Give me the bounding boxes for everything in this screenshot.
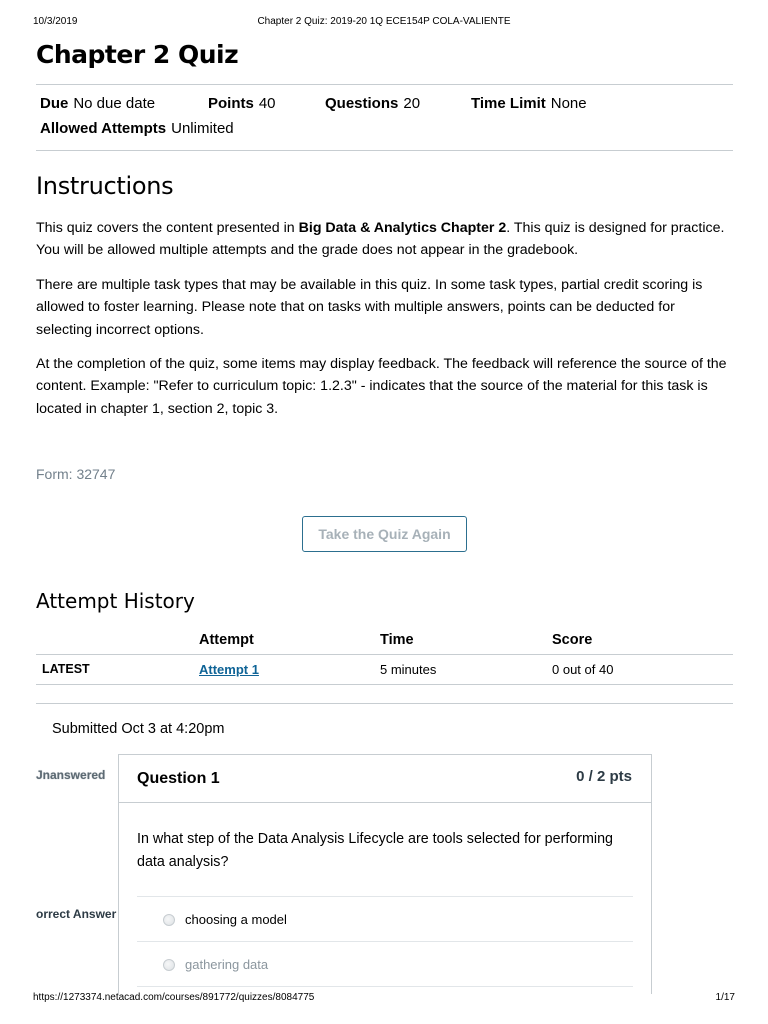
correct-answer-label: orrect Answer — [36, 907, 117, 921]
table-row — [36, 655, 733, 685]
radio-icon — [163, 959, 175, 971]
answer-label: gathering data — [185, 957, 269, 972]
answer-divider — [137, 986, 633, 987]
due-label: Due — [40, 95, 69, 112]
print-footer — [33, 992, 735, 1003]
instructions-text: This quiz covers the content presented in — [36, 220, 299, 236]
attempt-history-heading: Attempt History — [36, 589, 195, 613]
question-title: Question 1 — [137, 770, 220, 787]
answer-label: choosing a model — [185, 912, 287, 927]
form-number: Form: 32747 — [36, 466, 116, 482]
submission-time: Submitted Oct 3 at 4:20pm — [52, 721, 225, 737]
print-doc-title: Chapter 2 Quiz: 2019-20 1Q ECE154P COLA-VALIENTE — [257, 16, 511, 27]
column-header-time: Time — [380, 632, 414, 648]
instructions-heading: Instructions — [36, 172, 174, 200]
points-label: Points — [208, 95, 254, 112]
time-limit-label: Time Limit — [471, 95, 546, 112]
attempts-label: Allowed Attempts — [40, 120, 167, 137]
take-quiz-again-button[interactable]: Take the Quiz Again — [302, 516, 467, 552]
answer-option — [163, 957, 268, 972]
course-name: Big Data & Analytics Chapter 2 — [298, 220, 507, 236]
answer-divider — [137, 896, 633, 897]
answer-divider — [137, 941, 633, 942]
attempt-time: 5 minutes — [380, 662, 437, 677]
print-page-number: 1/17 — [715, 992, 735, 1003]
attempt-score: 0 out of 40 — [552, 662, 614, 677]
question-header — [119, 755, 651, 803]
questions-value: 20 — [403, 95, 421, 112]
allowed-attempts-field — [40, 120, 234, 137]
attempts-value: Unlimited — [171, 120, 234, 137]
page-title: Chapter 2 Quiz — [36, 40, 239, 69]
question-card — [118, 754, 652, 994]
time-limit-value: None — [550, 95, 587, 112]
questions-label: Questions — [325, 95, 399, 112]
answer-option — [163, 912, 287, 927]
instructions-paragraph-1 — [36, 217, 732, 262]
latest-tag: LATEST — [42, 662, 90, 676]
due-field — [40, 95, 155, 112]
due-value: No due date — [73, 95, 156, 112]
column-header-score: Score — [552, 632, 593, 648]
instructions-text: . This quiz is designed for practice. You will be allowed multiple attempts and the grade does not appear in the gradebook. — [36, 220, 725, 259]
table-header-row — [36, 627, 733, 655]
radio-icon — [163, 914, 175, 926]
points-field — [208, 95, 276, 112]
divider — [36, 150, 733, 151]
unanswered-label: Jnanswered — [36, 768, 106, 782]
print-date: 10/3/2019 — [33, 16, 78, 27]
attempt-history-table — [36, 627, 733, 685]
divider — [36, 703, 733, 704]
column-header-attempt: Attempt — [199, 632, 254, 648]
question-text: In what step of the Data Analysis Lifecycle are tools selected for performing data analysis? — [137, 831, 614, 870]
instructions-paragraph-3: At the completion of the quiz, some items may display feedback. The feedback will reference the source of the content. Example: "Refer to curriculum topic: 1.2.3" - indicates that the source of the material for this task is located in chapter 1, section 2, topic 3. — [36, 356, 727, 417]
instructions-paragraph-2: There are multiple task types that may be available in this quiz. In some task types, partial credit scoring is allowed to foster learning. Please note that on tasks with multiple answers, points can be deducted for selecting incorrect options. — [36, 277, 703, 338]
divider — [36, 84, 733, 85]
print-url: https://1273374.netacad.com/courses/891772/quizzes/8084775 — [33, 992, 315, 1003]
attempt-link[interactable]: Attempt 1 — [199, 662, 259, 677]
questions-field — [325, 95, 420, 112]
print-header — [33, 16, 735, 27]
question-points: 0 / 2 pts — [576, 768, 632, 785]
points-value: 40 — [258, 95, 276, 112]
time-limit-field — [471, 95, 587, 112]
